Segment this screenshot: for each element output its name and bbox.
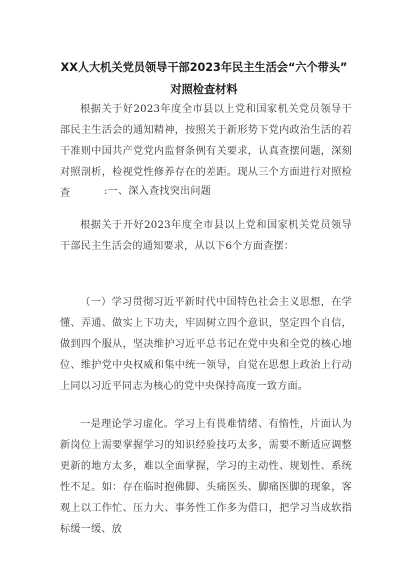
intro-paragraph: 根据关于好2023年度全市县以上党和国家机关党员领导干部民主生活会的通知精神，按照关于新形势下党内政治生活的若干准则中国共产党党内监督条例有关要求，认真查摆问题，深刻对照剖析，检视党性修养存在的差距。现从三个方面进行对照检查 [60, 104, 352, 199]
document-title-line1: XX人大机关党员领导干部2023年民主生活会“六个带头” [60, 61, 348, 74]
theory-study-paragraph: 一是理论学习虚化。学习上有畏难情绪、有惰性，片面认为新岗位上需要掌握学习的知识经验技巧太多，需要不断适应调整更新的地方太多，难以全面掌握，学习的主动性、规划性、系统性不足。如：存在临时抱佛脚、头痛医头、脚痛医脚的现象，客观上以工作忙、压力大、事务性工作多为借口，把学习当成软指标缓一缓、放 [60, 419, 352, 535]
section-heading: :一、深入查找突出问题 [104, 186, 212, 197]
requirement-paragraph: 根据关于开好2023年度全市县以上党和国家机关党员领导干部民主生活会的通知要求，从以下6个方面查摆： [60, 220, 352, 252]
item-one-paragraph: （一）学习贯彻习近平新时代中国特色社会主义思想，在学懂、弄通、做实上下功夫，牢固树立四个意识，坚定四个自信，做到四个服从，坚决维护习近平总书记在党中央和全党的核心地位、维护党中央权威和集中统一领导，自觉在思想上政治上行动上同以习近平同志为核心的党中央保持高度一致方面。 [60, 297, 352, 392]
document-title-line2: 对照检查材料 [170, 83, 238, 96]
